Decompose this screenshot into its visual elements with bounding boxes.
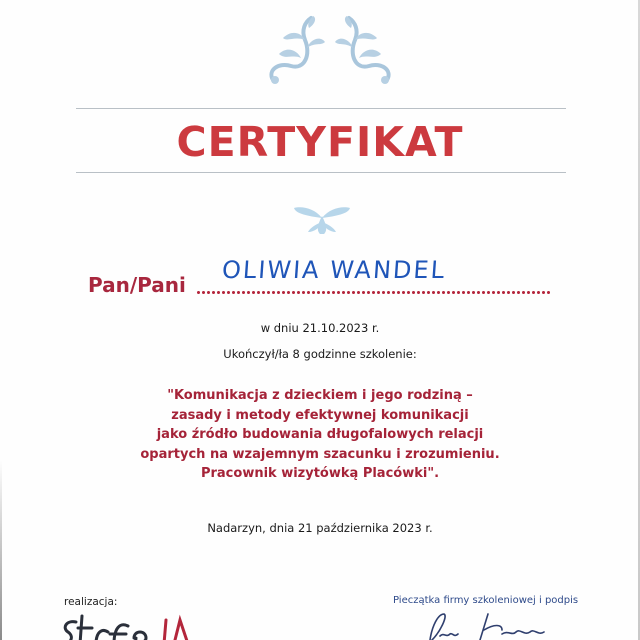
recipient-name: OLIWIA WANDEL [221, 256, 447, 284]
course-title-line: jako źródło budowania długofalowych relacji [156, 427, 484, 442]
name-dotted-line [196, 290, 552, 295]
leaf-ornament-icon [290, 196, 354, 236]
organizer-logo [58, 614, 208, 640]
stamp-signature-label: Pieczątka firmy szkoleniowej i podpis [393, 595, 579, 606]
recipient-row [88, 256, 558, 300]
course-title [0, 386, 640, 484]
training-date: w dniu 21.10.2023 r. [260, 321, 380, 335]
course-title-line: opartych na wzajemnym szacunku i zrozumieniu. [140, 446, 500, 462]
course-title-line: zasady i metody efektywnej komunikacji [171, 407, 469, 423]
handwritten-signature [418, 610, 558, 640]
recipient-label: Pan/Pani [88, 273, 186, 297]
completion-statement: Ukończył/ła 8 godzinne szkolenie: [223, 347, 417, 361]
title-rule-bottom [76, 172, 566, 173]
certificate-title: CERTYFIKAT [176, 118, 464, 166]
course-title-line: Pracownik wizytówką Placówki". [200, 466, 440, 481]
course-title-line: "Komunikacja z dzieckiem i jego rodziną – [167, 388, 473, 403]
place-and-date: Nadarzyn, dnia 21 października 2023 r. [207, 521, 433, 535]
realization-label: realizacja: [64, 596, 118, 608]
floral-ornament-icon [265, 14, 395, 86]
title-rule-top [76, 108, 566, 109]
page-edge-shadow [0, 460, 2, 640]
